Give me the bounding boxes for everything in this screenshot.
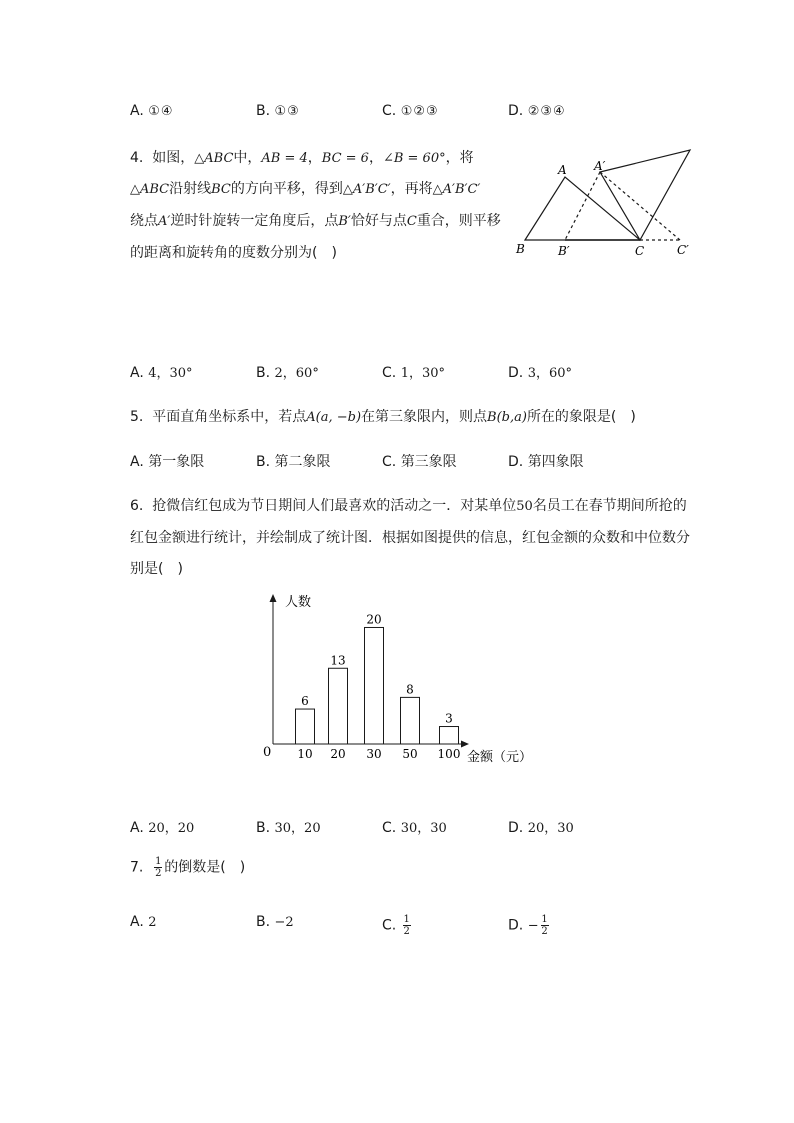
option-value: ②③④ [527,104,566,119]
q4-line-3 [130,210,501,230]
q4-text: ，再将 [390,181,433,197]
option-letter: A. [130,820,144,836]
label-c-prime: C′ [677,243,689,257]
option-letter: B. [256,914,271,930]
option-letter: A. [130,365,144,381]
q5-option-c[interactable] [382,451,457,471]
option-letter: D. [508,917,524,934]
q4-line-4: 的距离和旋转角的度数分别为( ) [130,245,337,261]
option-letter: C. [382,820,397,836]
q3-option-d[interactable] [508,103,566,119]
triangle-abc-shape [525,177,640,240]
fraction-half [541,914,549,937]
q4-line-2 [130,178,480,198]
label-c: C [635,244,645,258]
option-value: 30，20 [274,821,321,836]
point-a-prime: A′ [158,214,171,229]
fraction-half [154,856,162,879]
fraction-numerator: 1 [155,856,162,867]
option-letter: B. [256,454,271,470]
option-letter: A. [130,103,144,119]
option-letter: A. [130,454,144,470]
q7-option-b[interactable] [256,914,294,930]
q4-geometry-figure [510,140,710,265]
bar-value-label: 6 [301,694,309,709]
option-value: 2，60° [274,366,319,381]
option-value: ①②③ [400,104,439,119]
q4-text: ， [368,150,383,166]
x-tick-label: 10 [297,747,313,761]
fraction-numerator: 1 [541,914,548,925]
option-letter: C. [382,103,397,119]
option-letter: B. [256,820,271,836]
x-tick-label: 50 [402,747,418,761]
q4-text: 沿射线 [169,181,212,197]
option-value: 30，30 [400,821,447,836]
option-letter: C. [382,454,397,470]
q5-text: 平面直角坐标系中，若点 [152,409,307,425]
q3-option-b[interactable] [256,103,300,119]
option-value: 第四象限 [527,454,584,470]
q6-line-1 [130,495,687,515]
triangle-abc: △ABC [194,151,234,166]
option-letter: A. [130,914,144,930]
fraction-denominator: 2 [155,868,162,879]
employee-count: 50 [516,499,533,514]
bar-10 [296,709,315,744]
option-value: 2 [148,915,157,930]
option-value: 第一象限 [148,454,205,470]
x-tick-label: 100 [437,747,461,761]
origin-label: 0 [263,745,272,760]
option-letter: C. [382,917,397,934]
q5-stem [130,406,636,426]
bar-value-label: 20 [366,612,382,627]
q6-number: 6. [130,498,144,514]
angle-b: ∠B = 60° [382,151,446,166]
fraction-denominator: 2 [403,926,410,937]
option-letter: D. [508,820,524,836]
q4-text: 如图， [152,150,195,166]
option-value: ①④ [148,104,174,119]
q4-text: 重合，则平移 [416,213,501,229]
q4-option-c[interactable] [382,362,445,381]
bar-value-label: 13 [330,653,346,668]
minus-sign: − [527,918,539,934]
bar-100 [440,727,459,744]
option-letter: B. [256,365,271,381]
ab-length: AB = 4 [261,151,308,166]
q6-line-3: 别是( ) [130,561,183,577]
option-value: 20，30 [527,821,574,836]
dashed-apcp [600,172,680,240]
bar-value-label: 8 [406,682,414,697]
label-b: B [516,242,525,256]
q7-option-a[interactable] [130,914,157,930]
q4-text: ，将 [445,150,474,166]
triangle-abc-prime: △A′B′C′ [342,182,391,197]
q4-text: 恰好与点 [350,213,407,229]
option-value: 1，30° [400,366,446,381]
q5-text: 在第三象限内，则点 [361,409,488,425]
point-b-coords: B(b,a) [487,410,527,425]
bar-30 [365,627,384,744]
q6-text: 名员工在春节期间所抢的 [532,498,687,514]
q6-text: 抢微信红包成为节日期间人们最喜欢的活动之一．对某单位 [152,498,517,514]
point-a-coords: A(a, −b) [306,410,362,425]
q7-text: 的倒数是( ) [164,859,246,876]
option-value: 20，20 [148,821,195,836]
fraction-half [403,914,411,937]
q6-option-a[interactable] [130,817,194,836]
point-b-prime: B′ [338,214,351,229]
q6-line-2: 红包金额进行统计，并绘制成了统计图．根据如图提供的信息，红包金额的众数和中位数分 [130,530,690,546]
option-value: ①③ [274,104,300,119]
q4-option-a[interactable] [130,362,193,381]
option-letter: B. [256,103,271,119]
q5-option-d[interactable] [508,451,584,471]
q3-option-c[interactable] [382,103,439,119]
rotated-triangle-shape [600,150,690,240]
fraction-denominator: 2 [541,926,548,937]
q7-option-c[interactable] [382,914,413,937]
q7-option-d[interactable] [508,914,551,937]
q5-text: 所在的象限是( ) [526,409,636,425]
q6-option-d[interactable] [508,817,574,836]
bar-50 [401,697,420,744]
dashed-apbp [565,172,600,240]
point-c: C [406,214,417,229]
q7-number: 7. [130,859,144,876]
option-value: 4，30° [148,366,193,381]
q3-option-a[interactable] [130,103,174,119]
q4-line-1 [130,147,474,167]
triangle-abc-prime: △A′B′C′ [432,182,481,197]
label-a: A [558,163,567,177]
q5-option-a[interactable] [130,451,204,471]
option-letter: D. [508,365,524,381]
label-a-prime: A′ [594,159,606,173]
option-letter: C. [382,365,397,381]
q4-text: 中， [233,150,262,166]
q4-text: 逆时针旋转一定角度后，点 [170,213,339,229]
x-axis-arrow [461,741,469,748]
option-value: 第三象限 [400,454,457,470]
q7-stem [130,856,245,879]
q6-option-b[interactable] [256,817,321,836]
ray-bc: BC [211,182,231,197]
q5-number: 5. [130,409,144,425]
option-value: −2 [274,915,294,930]
option-letter: D. [508,103,524,119]
q5-option-b[interactable] [256,451,331,471]
option-value: 第二象限 [274,454,331,470]
bc-length: BC = 6 [321,151,369,166]
q4-number: 4. [130,150,144,166]
q4-text: 绕点 [130,213,158,229]
q4-option-d[interactable] [508,362,572,381]
q4-option-b[interactable] [256,362,319,381]
x-tick-label: 30 [366,747,382,761]
label-b-prime: B′ [558,244,570,258]
x-tick-label: 20 [330,747,346,761]
option-value: 3，60° [527,366,573,381]
x-axis-label: 金额（元） [467,750,533,765]
bar-20 [329,668,348,744]
y-axis-label: 人数 [285,595,312,610]
option-letter: D. [508,454,524,470]
red-envelope-bar-chart [255,590,555,775]
fraction-numerator: 1 [403,914,410,925]
q4-text: ， [307,150,322,166]
q4-text: 的方向平移，得到 [230,181,343,197]
triangle-abc: △ABC [130,182,170,197]
q6-option-c[interactable] [382,817,447,836]
bar-value-label: 3 [445,711,453,726]
y-axis-arrow [270,594,277,602]
